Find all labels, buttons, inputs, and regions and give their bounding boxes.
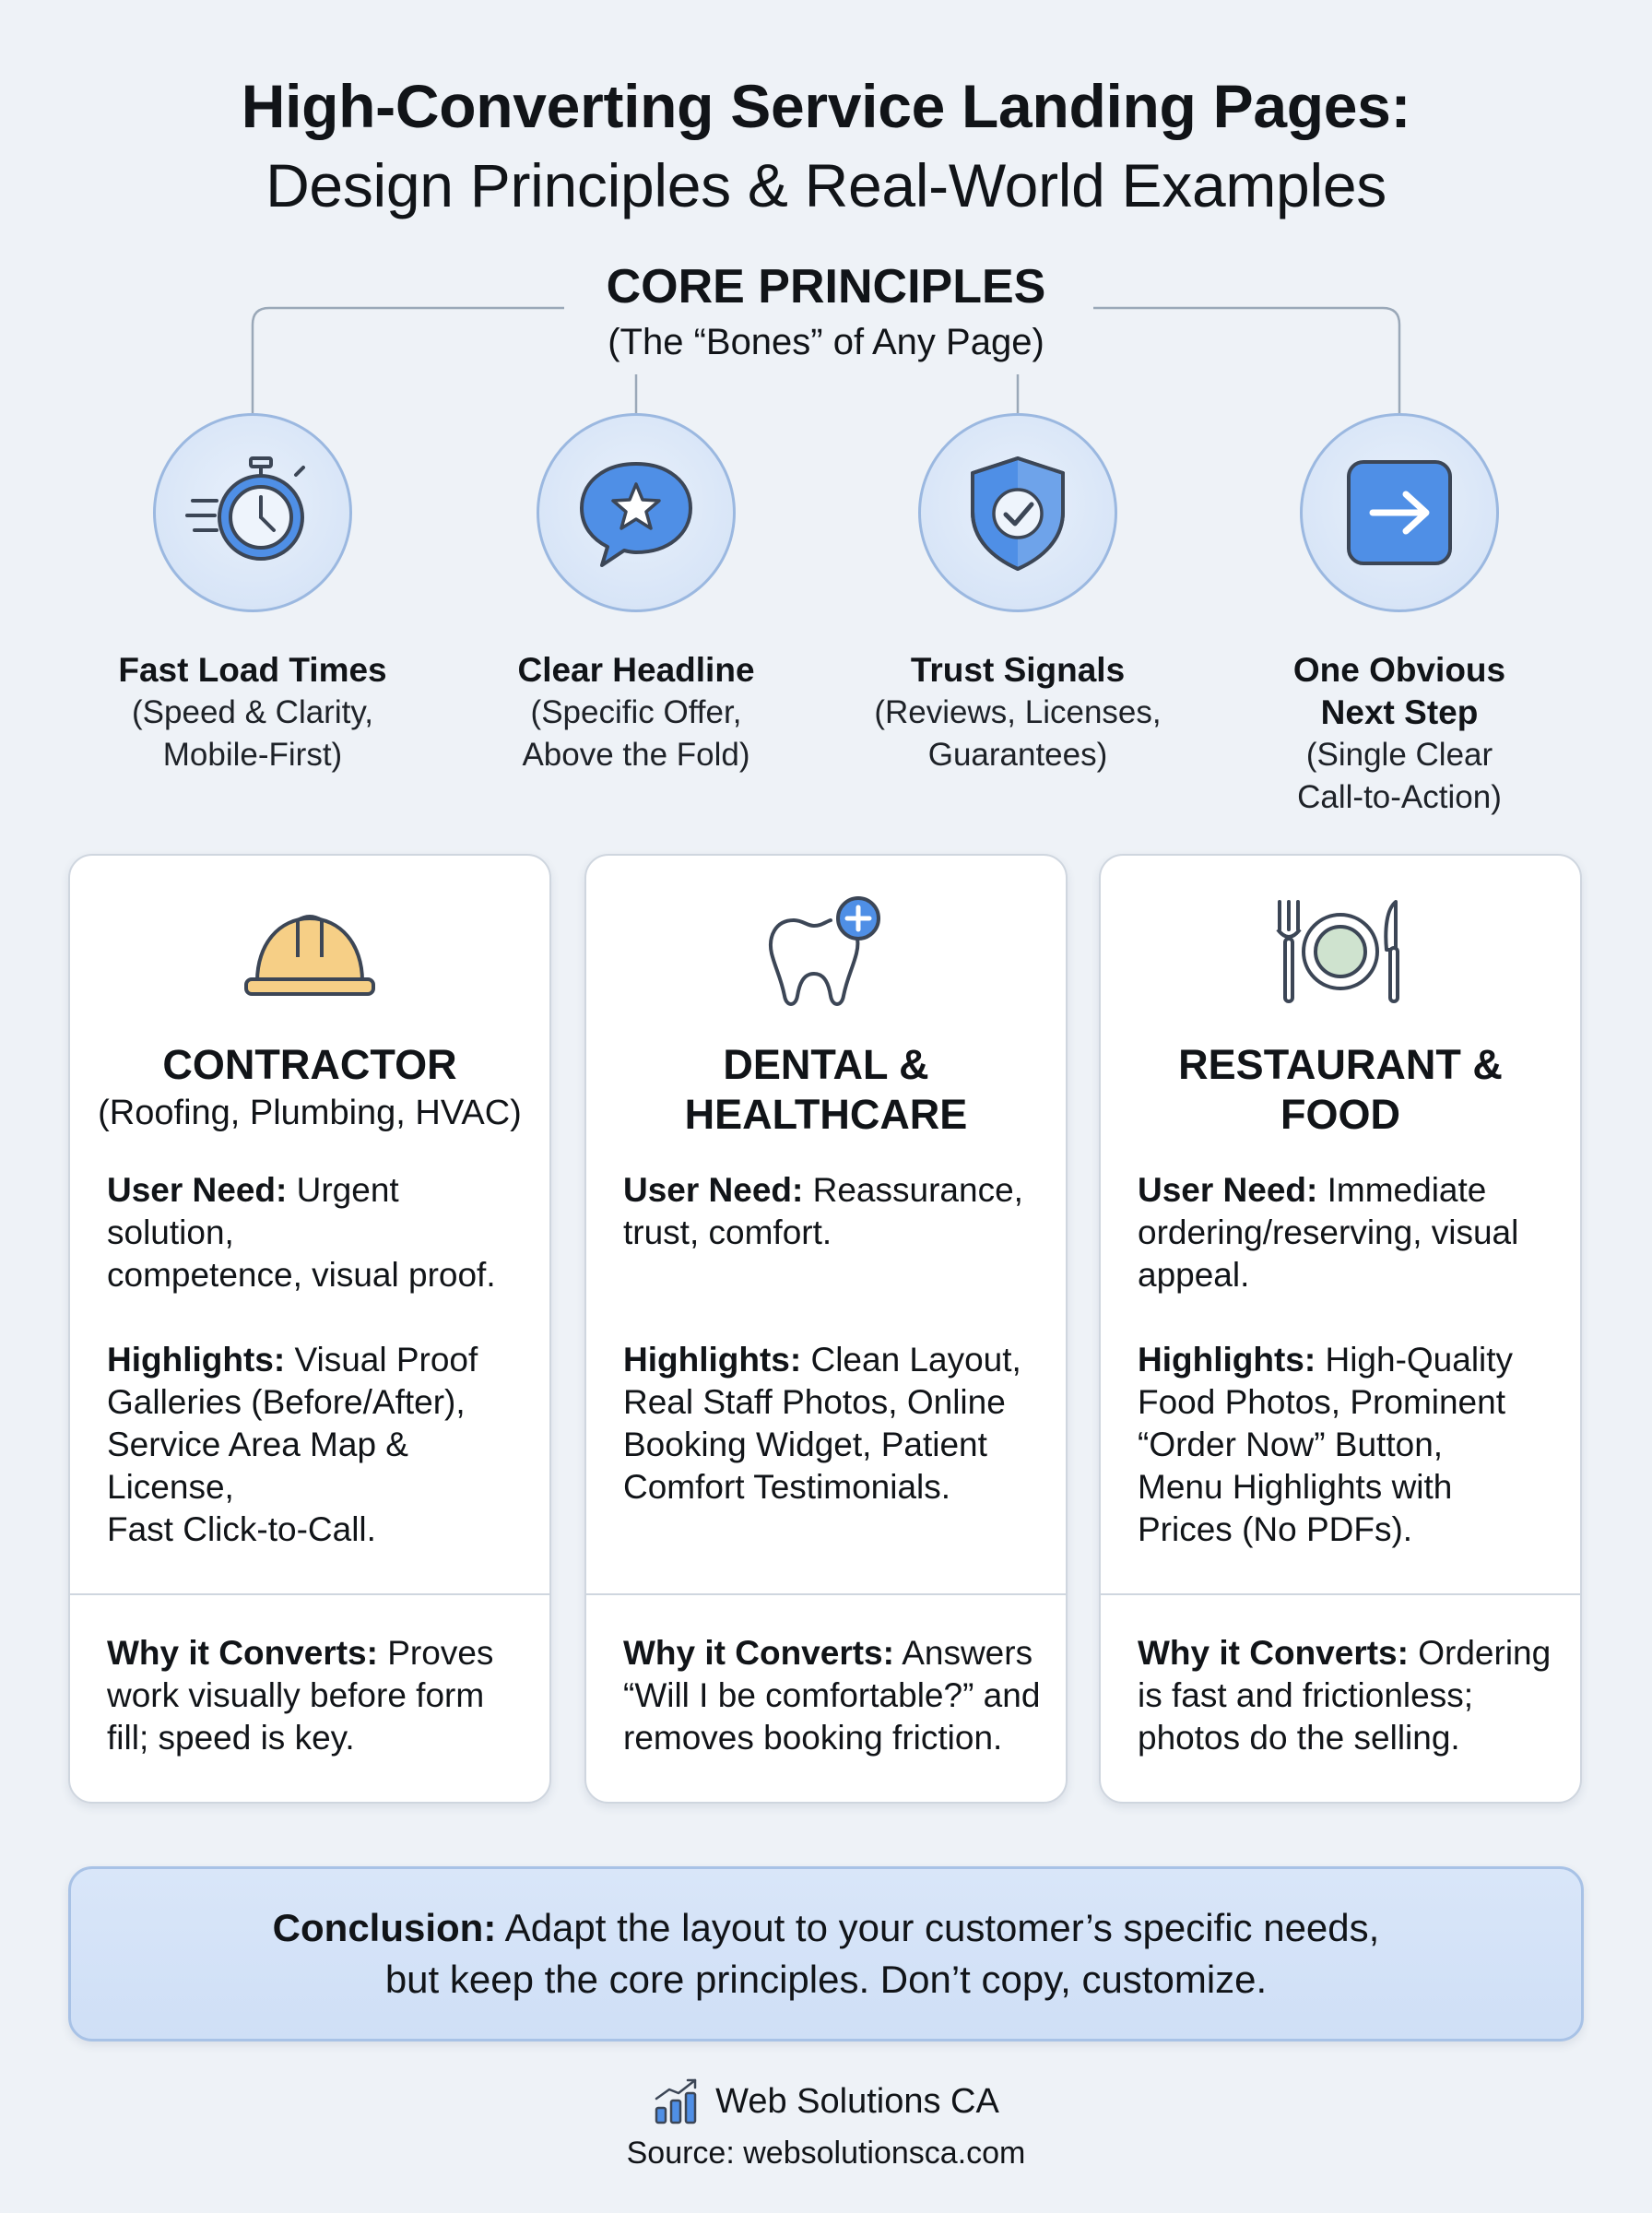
why-text: Proves	[377, 1634, 494, 1672]
user-need-text: ordering/reserving, visual	[1138, 1213, 1519, 1251]
card-contractor	[68, 854, 551, 1804]
why-label: Why it Converts:	[623, 1634, 894, 1672]
principle-sub-1: (Speed & Clarity,	[132, 694, 373, 730]
brand-footer	[0, 2077, 1652, 2126]
core-principles-heading	[0, 256, 1652, 367]
user-need-text: Urgent solution,	[107, 1171, 399, 1251]
highlights-text: Menu Highlights with	[1138, 1468, 1453, 1506]
user-need-text: trust, comfort.	[623, 1213, 832, 1251]
why-text: fill; speed is key.	[107, 1719, 355, 1757]
tooth-plus-icon	[757, 893, 895, 1012]
principle-sub-2: Call-to-Action)	[1297, 779, 1502, 815]
principle-title: Fast Load Times	[118, 651, 387, 689]
user-need-text: Immediate	[1317, 1171, 1487, 1209]
card-title-line-2: FOOD	[1280, 1091, 1400, 1138]
principle-sub-1: (Specific Offer,	[530, 694, 742, 730]
user-need-text: competence, visual proof.	[107, 1256, 496, 1294]
why-text: Answers	[893, 1634, 1033, 1672]
conclusion-text-2: but keep the core principles. Don’t copy, customize.	[384, 1958, 1268, 2001]
card-title	[605, 1040, 1047, 1140]
why-text: is fast and frictionless;	[1138, 1676, 1473, 1714]
card-title	[1119, 1040, 1562, 1140]
card-highlights	[1138, 1339, 1558, 1551]
highlights-text: Fast Click-to-Call.	[107, 1510, 376, 1548]
card-why-converts	[107, 1632, 527, 1759]
speech-bubble-star-icon	[567, 444, 705, 582]
highlights-text: Service Area Map & License,	[107, 1426, 408, 1506]
highlights-text: Clean Layout,	[801, 1341, 1021, 1379]
principle-fast-load	[77, 413, 428, 776]
principle-title-line-1: One Obvious	[1292, 651, 1506, 689]
card-highlights	[107, 1339, 527, 1551]
why-text: photos do the selling.	[1138, 1719, 1460, 1757]
card-user-need	[623, 1169, 1044, 1254]
principle-title: Trust Signals	[910, 651, 1126, 689]
card-restaurant-food	[1099, 854, 1582, 1804]
card-divider	[586, 1593, 1066, 1595]
principle-clear-headline	[461, 413, 811, 776]
conclusion-label: Conclusion:	[272, 1906, 497, 1949]
principle-sub-2: Above the Fold)	[522, 737, 750, 773]
card-title-line-1: RESTAURANT &	[1178, 1041, 1503, 1088]
principle-title: Clear Headline	[517, 651, 755, 689]
card-why-converts	[1138, 1632, 1558, 1759]
core-principles-title: CORE PRINCIPLES	[606, 260, 1046, 314]
highlights-label: Highlights:	[1138, 1341, 1316, 1379]
why-text: “Will I be comfortable?” and	[623, 1676, 1041, 1714]
principle-title-line-2: Next Step	[1320, 693, 1479, 731]
principle-title	[1224, 649, 1575, 734]
card-dental-healthcare	[584, 854, 1068, 1804]
card-icon-wrap	[1101, 893, 1580, 1012]
brand-name: Web Solutions CA	[715, 2081, 999, 2121]
card-icon-wrap	[70, 893, 549, 1012]
conclusion-box	[68, 1866, 1584, 2041]
principle-trust-signals	[843, 413, 1193, 776]
arrow-right-button-icon	[1330, 444, 1469, 582]
highlights-text: High-Quality	[1316, 1341, 1514, 1379]
card-title: CONTRACTOR	[162, 1041, 457, 1088]
card-why-converts	[623, 1632, 1044, 1759]
highlights-text: Booking Widget, Patient	[623, 1426, 987, 1463]
highlights-text: Real Staff Photos, Online	[623, 1383, 1006, 1421]
why-label: Why it Converts:	[1138, 1634, 1409, 1672]
principle-sub-1: (Reviews, Licenses,	[874, 694, 1162, 730]
hard-hat-icon	[241, 893, 379, 1012]
principle-icon-circle	[1300, 413, 1499, 612]
highlights-text: Visual Proof	[285, 1341, 478, 1379]
highlights-label: Highlights:	[107, 1341, 286, 1379]
card-divider	[1101, 1593, 1580, 1595]
card-divider	[70, 1593, 549, 1595]
principle-icon-circle	[537, 413, 736, 612]
bar-chart-growth-icon	[653, 2077, 702, 2126]
principle-icon-circle	[153, 413, 352, 612]
title-line-2: Design Principles & Real-World Examples	[266, 151, 1386, 219]
why-text: work visually before form	[107, 1676, 485, 1714]
user-need-text: Reassurance,	[803, 1171, 1023, 1209]
card-highlights	[623, 1339, 1044, 1509]
principle-next-step	[1224, 413, 1575, 819]
principle-sub-1: (Single Clear	[1305, 737, 1493, 773]
why-text: removes booking friction.	[623, 1719, 1003, 1757]
stopwatch-icon	[183, 444, 322, 582]
card-user-need	[107, 1169, 527, 1296]
user-need-label: User Need:	[107, 1171, 288, 1209]
source-link: Source: websolutionsca.com	[626, 2136, 1026, 2171]
card-user-need	[1138, 1169, 1558, 1296]
title-line-1: High-Converting Service Landing Pages:	[241, 72, 1411, 140]
card-subtitle: (Roofing, Plumbing, HVAC)	[98, 1094, 522, 1132]
plate-fork-knife-icon	[1267, 893, 1414, 1012]
highlights-text: Galleries (Before/After),	[107, 1383, 466, 1421]
conclusion-text-1: Adapt the layout to your customer’s specific needs,	[496, 1906, 1380, 1949]
why-label: Why it Converts:	[107, 1634, 378, 1672]
user-need-text: appeal.	[1138, 1256, 1250, 1294]
shield-check-icon	[949, 444, 1087, 582]
highlights-text: “Order Now” Button,	[1138, 1426, 1444, 1463]
core-principles-subtitle: (The “Bones” of Any Page)	[608, 322, 1044, 362]
user-need-label: User Need:	[623, 1171, 804, 1209]
highlights-text: Food Photos, Prominent	[1138, 1383, 1505, 1421]
principle-icon-circle	[918, 413, 1117, 612]
principle-sub-2: Mobile-First)	[162, 737, 343, 773]
highlights-text: Prices (No PDFs).	[1138, 1510, 1413, 1548]
user-need-label: User Need:	[1138, 1171, 1318, 1209]
principle-sub-2: Guarantees)	[927, 737, 1108, 773]
highlights-label: Highlights:	[623, 1341, 802, 1379]
highlights-text: Comfort Testimonials.	[623, 1468, 951, 1506]
card-icon-wrap	[586, 893, 1066, 1012]
card-title-line-2: HEALTHCARE	[684, 1091, 968, 1138]
why-text: Ordering	[1408, 1634, 1552, 1672]
card-title-line-1: DENTAL &	[723, 1041, 929, 1088]
